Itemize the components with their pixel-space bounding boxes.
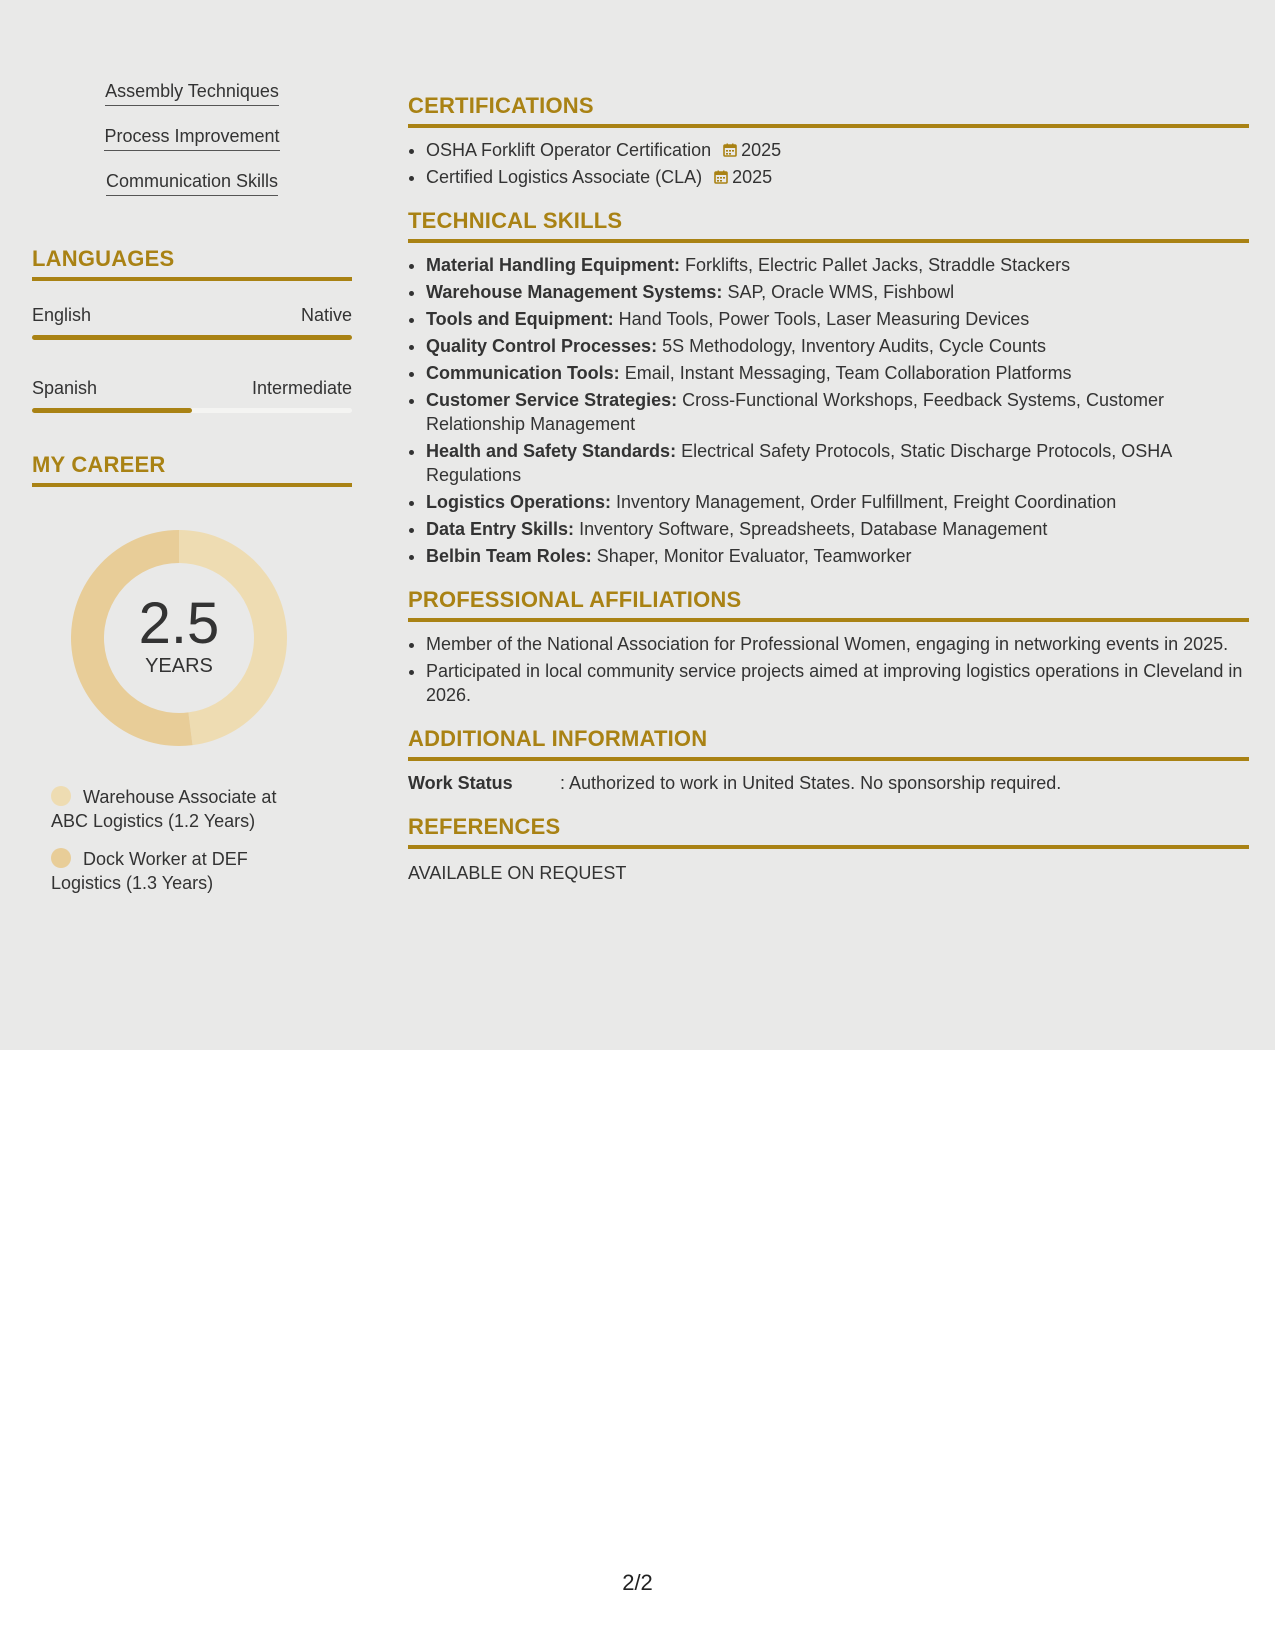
skill-label: Data Entry Skills: (426, 519, 575, 539)
skill-value: Email, Instant Messaging, Team Collaboration Platforms (624, 363, 1072, 383)
technical-skill-item (426, 280, 1249, 304)
skill-label: Customer Service Strategies: (426, 390, 678, 410)
additional-info-title: ADDITIONAL INFORMATION (408, 725, 1249, 761)
language-list (32, 303, 352, 413)
references-section (408, 813, 1249, 885)
calendar-icon (723, 143, 737, 157)
skill-label: Logistics Operations: (426, 492, 612, 512)
calendar-icon (714, 170, 728, 184)
affiliations-section (408, 586, 1249, 707)
affiliation-item: • Member of the National Association for Professional Women, engaging in networking events in 2025. (426, 632, 1249, 656)
skill-tag: Assembly Techniques (105, 80, 279, 106)
skill-value: Cross-Functional Workshops, Feedback Systems, Customer Relationship Management (426, 390, 1164, 434)
language-item (32, 303, 352, 340)
language-name: Spanish (32, 378, 98, 398)
skill-value: Forklifts, Electric Pallet Jacks, Straddle Stackers (685, 255, 1071, 275)
technical-skill-item (426, 307, 1249, 331)
references-title: REFERENCES (408, 813, 1249, 849)
affiliation-item: • Participated in local community service projects aimed at improving logistics operations in Cleveland in 2026. (426, 659, 1249, 707)
technical-skill-item (426, 544, 1249, 568)
page-number: 2/2 (622, 1570, 653, 1595)
certification-name: OSHA Forklift Operator Certification (426, 140, 712, 160)
language-level: Intermediate (251, 378, 352, 398)
skill-tags (32, 80, 352, 215)
technical-skills-list (408, 253, 1249, 568)
skill-value: SAP, Oracle WMS, Fishbowl (727, 282, 955, 302)
skill-label: Material Handling Equipment: (426, 255, 681, 275)
language-name: English (32, 305, 92, 325)
skill-label: Health and Safety Standards: (426, 441, 677, 461)
additional-info-section (408, 725, 1249, 795)
skill-value: Inventory Software, Spreadsheets, Database Management (579, 519, 1048, 539)
career-donut (64, 523, 294, 753)
skill-value: Hand Tools, Power Tools, Laser Measuring Devices (618, 309, 1030, 329)
language-level: Native (300, 305, 352, 325)
technical-skill-item (426, 253, 1249, 277)
technical-skills-title: TECHNICAL SKILLS (408, 207, 1249, 243)
technical-skill-item (426, 361, 1249, 385)
language-bar-fill (32, 335, 352, 340)
technical-skill-item (426, 490, 1249, 514)
affiliations-title: PROFESSIONAL AFFILIATIONS (408, 586, 1249, 622)
language-bar-fill (32, 408, 192, 413)
language-bar (32, 335, 352, 340)
work-status-value: : Authorized to work in United States. No sponsorship required. (560, 773, 1062, 793)
career-legend-label: Dock Worker at DEF Logistics (1.3 Years) (51, 849, 248, 893)
legend-dot-icon (51, 786, 71, 806)
languages-section (32, 245, 352, 413)
certification-year: 2025 (741, 140, 782, 160)
technical-skill-item (426, 334, 1249, 358)
languages-title: LANGUAGES (32, 245, 352, 281)
career-legend (51, 785, 311, 895)
language-item (32, 376, 352, 413)
skill-tag: Process Improvement (104, 125, 279, 151)
technical-skill-item (426, 439, 1249, 487)
language-bar (32, 408, 352, 413)
technical-skills-section (408, 207, 1249, 568)
technical-skill-item (426, 517, 1249, 541)
career-section (32, 451, 352, 895)
career-years-unit: YEARS (145, 655, 213, 677)
certification-name: Certified Logistics Associate (CLA) (426, 167, 703, 187)
career-legend-label: Warehouse Associate at ABC Logistics (1.2 Years) (51, 787, 277, 831)
skill-value: 5S Methodology, Inventory Audits, Cycle Counts (662, 336, 1046, 356)
references-text: AVAILABLE ON REQUEST (408, 863, 627, 883)
certification-item (426, 138, 1249, 162)
career-legend-item (51, 847, 311, 895)
work-status-label: Work Status (408, 773, 513, 793)
career-title: MY CAREER (32, 451, 352, 487)
skill-tag: Communication Skills (106, 170, 278, 196)
career-total-years: 2.5 (138, 591, 220, 656)
affiliations-list (408, 632, 1249, 707)
right-column (408, 92, 1249, 885)
career-legend-item (51, 785, 311, 833)
certifications-title: CERTIFICATIONS (408, 92, 1249, 128)
skill-label: Communication Tools: (426, 363, 620, 383)
legend-dot-icon (51, 848, 71, 868)
skill-label: Tools and Equipment: (426, 309, 614, 329)
skill-value: Shaper, Monitor Evaluator, Teamworker (596, 546, 912, 566)
skill-value: Electrical Safety Protocols, Static Discharge Protocols, OSHA Regulations (426, 441, 1172, 485)
skill-label: Warehouse Management Systems: (426, 282, 723, 302)
work-status-row (408, 771, 1249, 795)
certification-item (426, 165, 1249, 189)
certifications-list (408, 138, 1249, 189)
left-column (32, 80, 352, 909)
certifications-section (408, 92, 1249, 189)
technical-skill-item (426, 388, 1249, 436)
skill-label: Belbin Team Roles: (426, 546, 592, 566)
certification-year: 2025 (732, 167, 773, 187)
skill-label: Quality Control Processes: (426, 336, 658, 356)
skill-value: Inventory Management, Order Fulfillment, Freight Coordination (616, 492, 1117, 512)
